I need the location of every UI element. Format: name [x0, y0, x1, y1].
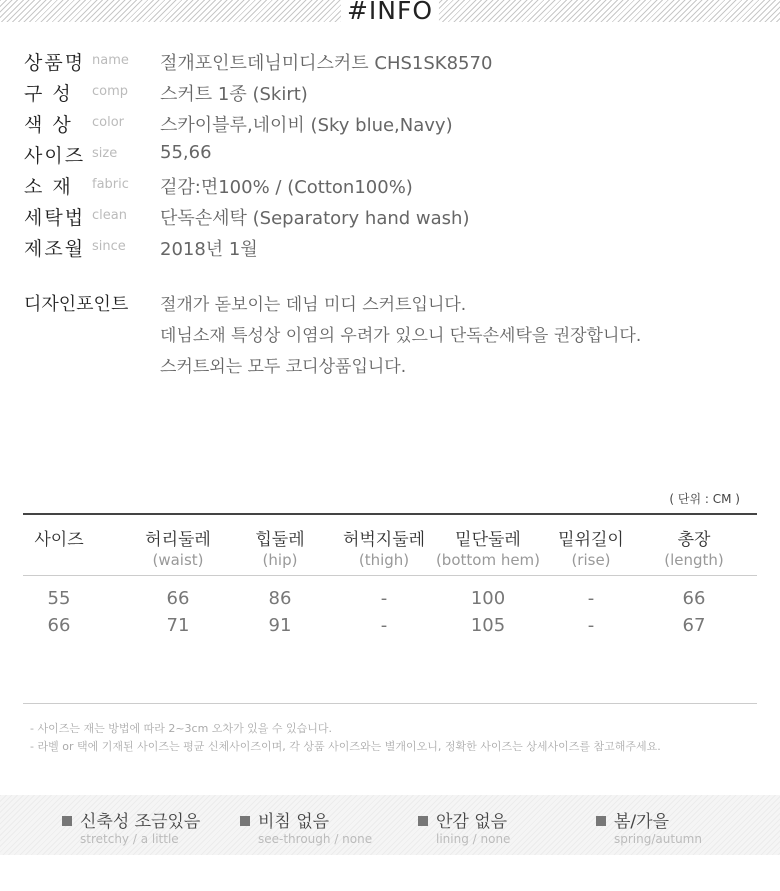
design-point-label: 디자인포인트 [24, 294, 129, 315]
size-notes [30, 720, 661, 756]
table-cell: 66 [682, 588, 706, 609]
feature-label: 봄/가을 [614, 812, 669, 832]
col-header-waist-en: (waist) [152, 551, 204, 569]
info-value: 단독손세탁 (Separatory hand wash) [160, 208, 470, 229]
square-bullet-icon [596, 816, 606, 826]
square-bullet-icon [240, 816, 250, 826]
col-header-rise-en: (rise) [571, 551, 611, 569]
col-header-size: 사이즈 [34, 530, 84, 550]
square-bullet-icon [62, 816, 72, 826]
info-label-en: fabric [92, 177, 129, 192]
feature-season [596, 807, 702, 846]
table-cell: - [380, 588, 388, 609]
feature-label-en: see-through / none [258, 832, 373, 846]
col-header-hip: 힙둘레 [255, 530, 305, 550]
header-bar [0, 0, 780, 25]
note-line: - 라벨 or 택에 기재된 사이즈는 평균 신체사이즈이며, 각 상품 사이즈와는 별개이오니, 정확한 사이즈는 상세사이즈를 참고해주세요. [30, 740, 661, 753]
info-label: 색 상 [24, 114, 73, 136]
size-table [23, 513, 757, 642]
page-title: #INFO [341, 0, 439, 25]
col-header-waist: 허리둘레 [145, 530, 211, 550]
table-cell: 91 [268, 615, 292, 636]
unit-label: ( 단위 : CM ) [669, 492, 740, 506]
feature-label: 비침 없음 [258, 812, 330, 832]
col-header-rise: 밑위길이 [558, 530, 624, 550]
info-label: 상품명 [24, 52, 86, 74]
table-cell: 66 [47, 615, 71, 636]
table-cell: 105 [470, 615, 506, 636]
info-label: 소 재 [24, 176, 73, 198]
table-cell: 86 [268, 588, 292, 609]
info-label-en: color [92, 115, 125, 130]
size-table-header [23, 515, 757, 575]
info-value: 절개포인트데님미디스커트 CHS1SK8570 [160, 53, 493, 74]
table-cell: 100 [470, 588, 506, 609]
table-cell: - [587, 588, 595, 609]
table-cell: - [587, 615, 595, 636]
info-value: 스커트 1종 (Skirt) [160, 84, 308, 105]
col-header-length: 총장 [677, 530, 711, 550]
info-label-en: name [92, 53, 129, 68]
info-value: 55,66 [160, 142, 212, 163]
col-header-hip-en: (hip) [262, 551, 298, 569]
feature-lining [418, 807, 510, 846]
feature-label: 안감 없음 [436, 812, 508, 832]
feature-stretch [62, 807, 200, 846]
design-point-line: 데님소재 특성상 이염의 우려가 있으니 단독손세탁을 권장합니다. [160, 326, 642, 346]
design-point-line: 절개가 돋보이는 데님 미디 스커트입니다. [160, 295, 467, 315]
col-header-hem-en: (bottom hem) [435, 551, 541, 569]
table-bottom-divider [23, 703, 757, 704]
note-line: - 사이즈는 재는 방법에 따라 2~3cm 오차가 있을 수 있습니다. [30, 722, 333, 735]
table-cell: 67 [682, 615, 706, 636]
info-label-en: size [92, 146, 118, 161]
feature-label-en: lining / none [436, 832, 511, 846]
info-label-en: clean [92, 208, 127, 223]
table-row [23, 588, 757, 615]
feature-label-en: spring/autumn [614, 832, 702, 846]
table-cell: 55 [47, 588, 71, 609]
info-label: 세탁법 [24, 207, 86, 229]
feature-label: 신축성 조금있음 [80, 812, 201, 832]
info-label-en: comp [92, 84, 129, 99]
info-value: 겉감:면100% / (Cotton100%) [160, 177, 413, 198]
table-cell: 66 [166, 588, 190, 609]
col-header-length-en: (length) [664, 551, 724, 569]
info-label-en: since [92, 239, 126, 254]
design-point-line: 스커트외는 모두 코디상품입니다. [160, 357, 407, 377]
info-value: 스카이블루,네이비 (Sky blue,Navy) [160, 115, 453, 136]
col-header-thigh-en: (thigh) [358, 551, 410, 569]
feature-bar [0, 795, 780, 855]
col-header-thigh: 허벅지둘레 [342, 530, 426, 550]
info-label: 구 성 [24, 83, 73, 105]
table-cell: 71 [166, 615, 190, 636]
info-value: 2018년 1월 [160, 239, 258, 260]
feature-label-en: stretchy / a little [80, 832, 179, 846]
table-cell: - [380, 615, 388, 636]
feature-seethrough [240, 807, 372, 846]
info-label: 사이즈 [24, 145, 86, 167]
square-bullet-icon [418, 816, 428, 826]
table-row [23, 615, 757, 642]
col-header-hem: 밑단둘레 [455, 530, 521, 550]
info-label: 제조월 [24, 238, 86, 260]
